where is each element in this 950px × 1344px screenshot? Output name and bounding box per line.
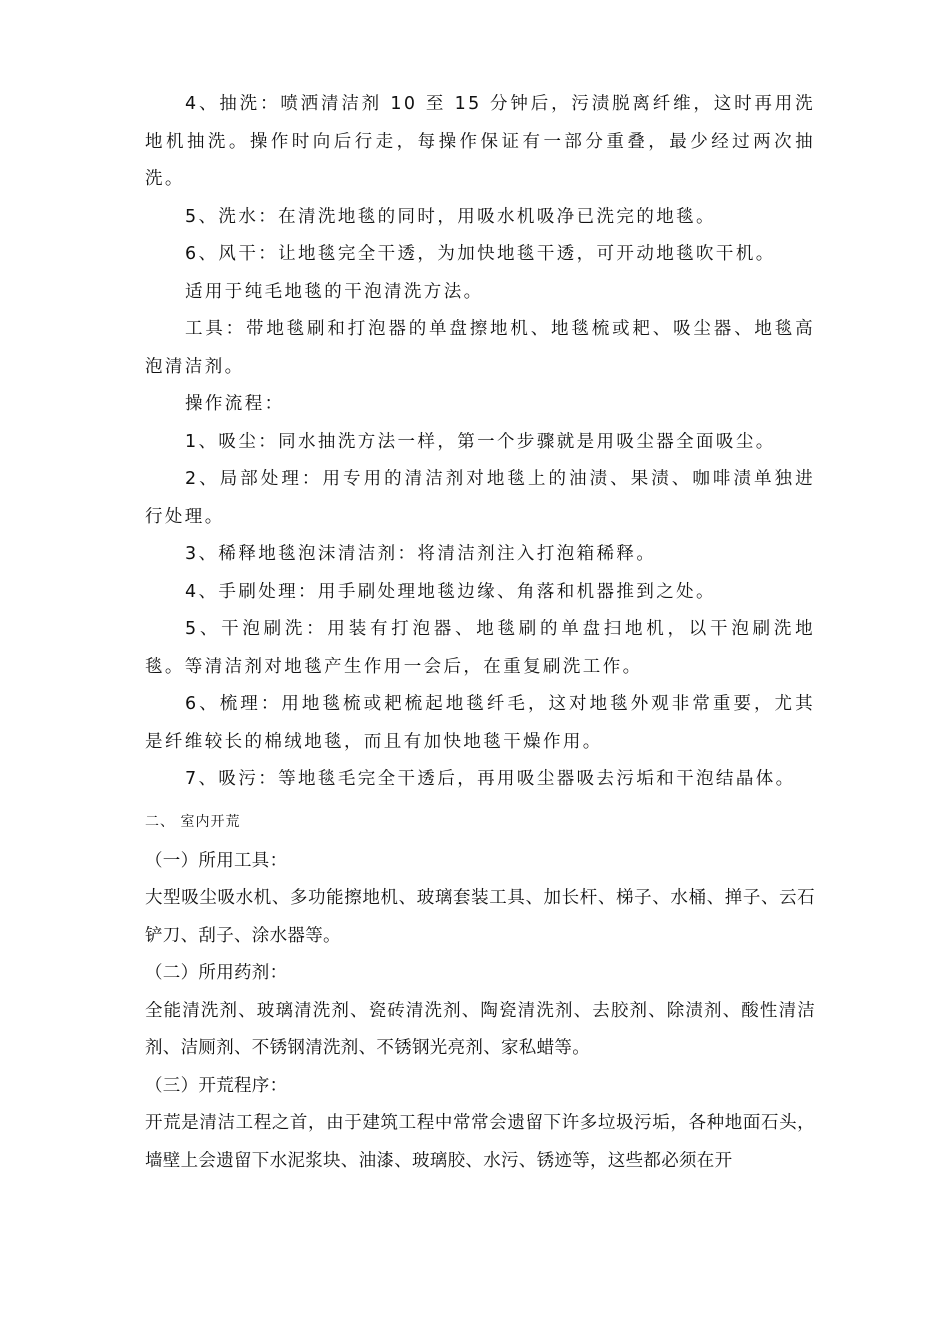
paragraph-step-4-extraction: 4、抽洗：喷洒清洁剂 10 至 15 分钟后，污渍脱离纤维，这时再用洗地机抽洗。操作时向后行走，每操作保证有一部分重叠，最少经过两次抽洗。 <box>145 94 815 189</box>
subheading-agents: （二）所用药剂： <box>145 963 288 983</box>
subheading-procedure: （三）开荒程序： <box>145 1075 288 1096</box>
agents-list-text: 全能清洗剂、玻璃清洗剂、瓷砖清洗剂、陶瓷清洗剂、去胶剂、除渍剂、酸性清洁剂、洁厕剂、不锈钢清洗剂、不锈钢光亮剂、家私蜡等。 <box>145 1000 815 1058</box>
paragraph-step-6-dry: 6、风干：让地毯完全干透，为加快地毯干透，可开动地毯吹干机。 <box>185 244 776 264</box>
paragraph-step-6-comb: 6、梳理：用地毯梳或耙梳起地毯纤毛，这对地毯外观非常重要，尤其是纤维较长的棉绒地毯，而且有加快地毯干燥作用。 <box>145 694 815 752</box>
paragraph-step-5-rinse: 5、洗水：在清洗地毯的同时，用吸水机吸净已洗完的地毯。 <box>185 206 716 227</box>
paragraph-step-5-dry-foam: 5、干泡刷洗：用装有打泡器、地毯刷的单盘扫地机，以干泡刷洗地毯。等清洁剂对地毯产生作用一会后，在重复刷洗工作。 <box>145 619 815 677</box>
section-heading-indoor-clearing: 二、 室内开荒 <box>145 813 241 830</box>
paragraph-step-1-vacuum: 1、吸尘：同水抽洗方法一样，第一个步骤就是用吸尘器全面吸尘。 <box>185 431 776 452</box>
paragraph-procedure-label: 操作流程： <box>185 394 285 414</box>
paragraph-step-7-suction: 7、吸污：等地毯毛完全干透后，再用吸尘器吸去污垢和干泡结晶体。 <box>185 769 796 789</box>
document-page <box>145 86 815 1180</box>
paragraph-step-4-hand-brush: 4、手刷处理：用手刷处理地毯边缘、角落和机器推到之处。 <box>185 581 716 602</box>
procedure-text: 开荒是清洁工程之首，由于建筑工程中常常会遗留下许多垃圾污垢，各种地面石头，墙壁上会遗留下水泥浆块、油漆、玻璃胶、水污、锈迹等，这些都必须在开 <box>145 1113 815 1171</box>
paragraph-step-2-spot: 2、局部处理：用专用的清洁剂对地毯上的油渍、果渍、咖啡渍单独进行处理。 <box>145 469 815 527</box>
subheading-tools: （一）所用工具： <box>145 850 288 871</box>
paragraph-dry-foam-intro: 适用于纯毛地毯的干泡清洗方法。 <box>185 281 484 302</box>
tools-list-text: 大型吸尘吸水机、多功能擦地机、玻璃套装工具、加长杆、梯子、水桶、掸子、云石铲刀、刮子、涂水器等。 <box>145 888 815 946</box>
paragraph-step-3-dilute: 3、稀释地毯泡沫清洁剂：将清洁剂注入打泡箱稀释。 <box>185 544 657 564</box>
paragraph-tools: 工具：带地毯刷和打泡器的单盘擦地机、地毯梳或耙、吸尘器、地毯高泡清洁剂。 <box>145 319 815 377</box>
